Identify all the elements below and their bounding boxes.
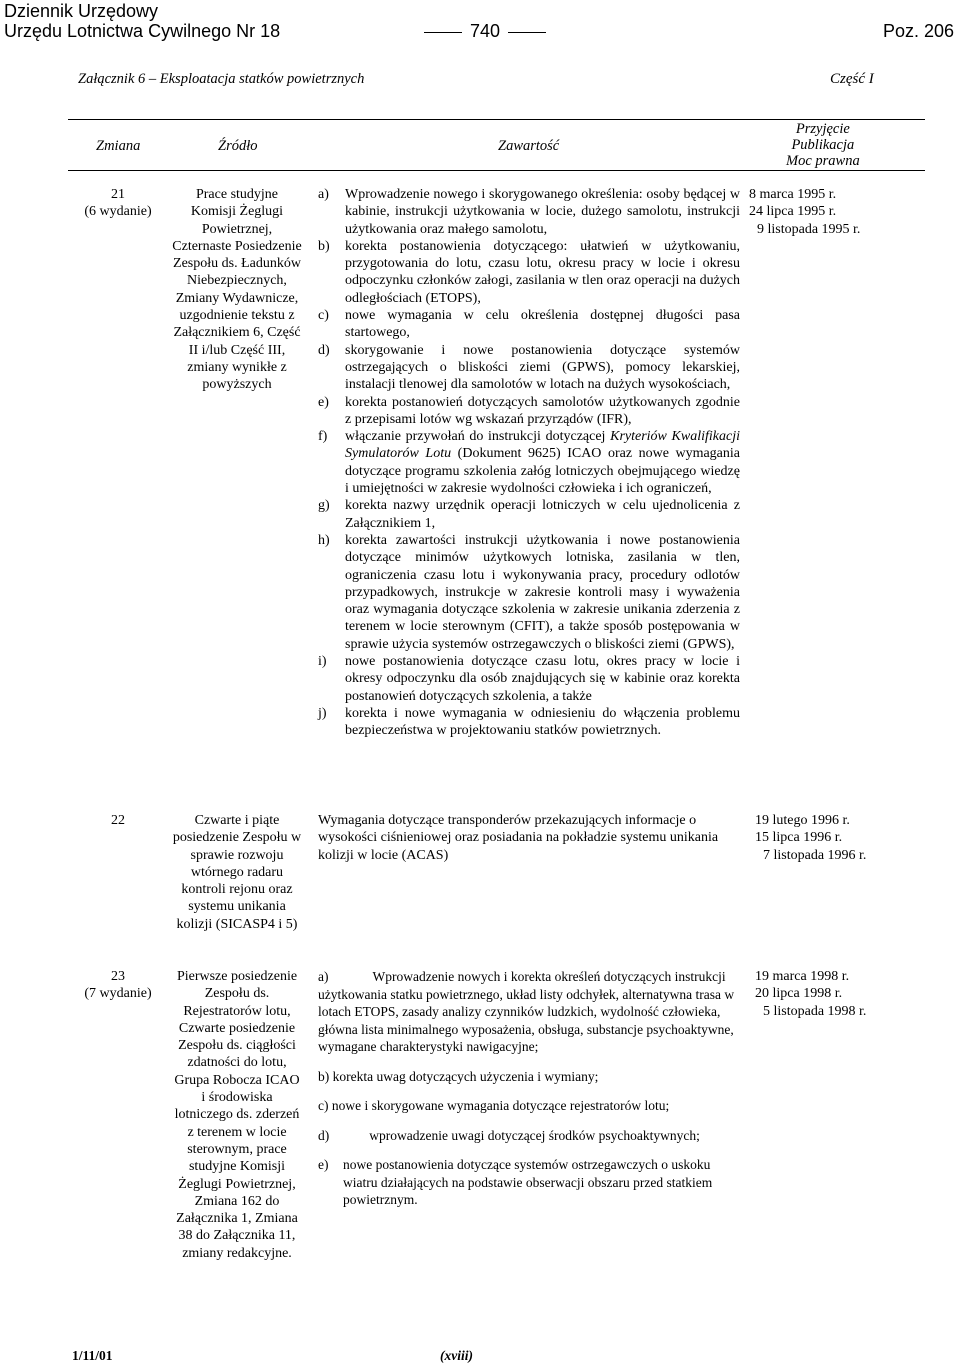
date-effective: 9 listopada 1995 r. [757,221,861,237]
list-item [318,705,740,740]
item-label: e) [318,394,329,410]
list-item [318,428,740,497]
item-text: korekta nazwy urzędnik operacji lotniczych w celu ujednolicenia z Załącznikiem 1, [345,498,740,531]
date-publication: 15 lipca 1996 r. [755,830,843,846]
table-row-21-source: Prace studyjne Komisji Żeglugi Powietrznej, Czternaste Posiedzenie Zespołu ds. Ładunków Niebezpiecznych, Zmiany Wydawnicze, uzgodnienie tekstu z Załącznikiem 6, Część II i/lub Część III, zmiany wynikłe z powyższych [172,187,302,393]
list-item [318,497,740,532]
edition-label: (6 wydanie) [84,204,152,220]
table-row-23-content [318,968,748,1221]
journal-title-line2: Urzędu Lotnictwa Cywilnego Nr 18 [4,21,281,41]
item-text: skorygowanie i nowe postanowienia dotyczące systemów ostrzegających o bliskości ziemi (GPWS), pomocy lekarskiej, instalacji tlenowej dla samolotów w lotach na dużych wysokościach, [345,342,740,393]
item-label: j) [318,705,327,721]
edition-label: (7 wydanie) [84,986,152,1002]
page-number-value: 740 [469,21,501,41]
amendment-number: 23 [111,969,125,984]
list-item [318,238,740,307]
col-dates [786,121,860,169]
item-text: nowe wymagania w celu określenia dostępnej długości pasa startowego, [345,308,740,341]
paragraph [318,1127,748,1145]
item-label: e) [318,1157,329,1172]
dash-left [424,32,462,33]
table-row-23-number [70,968,166,1003]
item-label: a) [318,969,329,984]
item-text-after: (Dokument 9625) ICAO oraz nowe wymagania dotyczące programu szkolenia załóg lotniczych obejmującego wiedzę i umiejętności w zakresie wydolności człowieka i ich ograniczeń, [345,446,740,497]
position-label: Poz. 206 [882,21,954,41]
table-row-22-source: Czwarte i piąte posiedzenie Zespołu w sprawie rozwoju wtórnego radaru kontroli rejonu oraz systemu unikania kolizji (SICASP4 i 5) [172,813,302,932]
table-row-21-dates [749,186,889,238]
item-label: d) [318,342,330,358]
list-item [318,342,740,394]
col-dates-publication: Publikacja [791,137,855,153]
date-adoption: 19 marca 1998 r. [755,969,850,984]
page-number [400,21,570,41]
item-text: korekta i nowe wymagania w odniesieniu do włączenia problemu bezpieczeństwa w projektowaniu statków powietrznych. [345,705,740,739]
list-item [318,394,740,429]
date-effective: 7 listopada 1996 r. [763,847,867,863]
item-label: i) [318,654,327,670]
date-publication: 20 lipca 1998 r. [755,986,843,1002]
item-label: h) [318,532,330,548]
item-label: f) [318,429,328,445]
annex-title: Załącznik 6 – Eksploatacja statków powietrznych [78,71,365,87]
item-text: korekta uwag dotyczących użyczenia i wymiany; [332,1068,599,1084]
item-text-before: włączanie przywołań do instrukcji dotyczącej [345,429,611,445]
footer-doc-ref: 1/11/01 [72,1348,113,1363]
paragraph [318,1097,748,1115]
item-text: korekta postanowień dotyczących samolotów użytkowanych zgodnie z przepisami lotów wg wskazań przyrządów (IFR), [345,394,740,427]
col-content: Zawartość [498,138,560,154]
item-label: g) [318,498,330,514]
date-adoption: 19 lutego 1996 r. [755,813,850,828]
item-text: korekta zawartości instrukcji użytkowania i nowe postanowienia dotyczące minimów użytkowych lotniska, zasilania w tlen, ograniczenia czasu lotu i wykonywania pracy, procedury odlotów przypadkowych, instrukcje w zakresie kontroli masy i wyważenia oraz wymagania dotyczące szkolenia w zakresie unikania zderzenia z terenem w locie sterownym (CFIT), a także sposób postępowania w sprawie użycia systemów ostrzegawczych o bliskości ziemi (GPWS), [345,532,740,652]
table-header-rule [68,170,925,171]
table-row-21-content [318,186,740,740]
item-text: nowe i skorygowane wymagania dotyczące rejestratorów lotu; [331,1098,670,1113]
item-label: c) [318,308,329,324]
list-item [318,307,740,342]
amendment-number: 22 [111,813,125,828]
date-effective: 5 listopada 1998 r. [763,1003,867,1019]
table-row-22-number [70,812,166,829]
item-label: a) [318,187,329,202]
list-item [318,653,740,705]
part-label: Część I [830,71,874,87]
item-text: wprowadzenie uwagi dotyczącej środków psychoaktywnych; [369,1127,700,1143]
date-publication: 24 lipca 1995 r. [749,204,837,220]
table-row-22-content: Wymagania dotyczące transponderów przekazujących informacje o wysokości ciśnieniowej oraz posiadania na pokładzie systemu unikania kolizji w locie (ACAS) [318,813,719,863]
list-item [318,186,740,238]
item-label: c) [318,1098,329,1113]
item-text: Wprowadzenie nowych i korekta określeń dotyczących instrukcji użytkowania statku powietrznego, układ listy odchyłek, alternatywna trasa w lotach ETOPS, zasady analizy czynników ludzkich, wydolność człowieka, główna lista minimalnego wyposażenia, obsługa, substancje psychoaktywne, wymagane charakterystyki nawigacyjne; [318,969,735,1054]
table-row-22-dates [755,812,895,864]
item-text: korekta postanowienia dotyczącego: ułatwień w użytkowaniu, przygotowania do lotu, czasu lotu, okresu pracy w locie i okresu odpoczynku członków załogi, zasilania w tlen oraz operacji na dużych odległościach (ETOPS), [345,238,740,306]
table-row-23-dates [755,968,895,1020]
item-text: nowe postanowienia dotyczące systemów ostrzegawczych o uskoku wiatru działających na podstawie obserwacji obszaru przed statkiem powietrznym. [343,1157,713,1207]
item-text-italic: Kryteriów Kwalifikacji Symulatorów Lotu [345,429,740,462]
paragraph [318,1068,748,1086]
dash-right [508,32,546,33]
table-row-21-number [70,186,166,221]
date-adoption: 8 marca 1995 r. [749,187,837,202]
journal-title [4,1,280,41]
item-label: b) [318,238,330,254]
item-text: Wprowadzenie nowego i skorygowanego określenia: osoby będącej w kabinie, instrukcji użytkowania w locie, dużego samolotu, instrukcji użytkowania oraz małego samolotu, [345,187,740,237]
col-dates-adoption: Przyjęcie [795,121,850,137]
item-text: nowe postanowienia dotyczące czasu lotu, okres pracy w locie i okresy odpoczynku dla osób znajdujących się w kabinie oraz korekta postanowień dotyczących szkolenia, a także [345,654,740,704]
col-amendment: Zmiana [96,138,141,154]
footer-page-roman: (xviii) [440,1348,473,1363]
col-dates-effective: Moc prawna [786,153,860,169]
item-label: d) [318,1127,330,1143]
table-row-23-source: Pierwsze posiedzenie Zespołu ds. Rejestratorów lotu, Czwarte posiedzenie Zespołu ds. ciągłości zdatności do lotu, Grupa Robocza ICAO i środowiska lotniczego ds. zderzeń z terenem w locie sterownym, prace studyjne Komisji Żeglugi Powietrznej, Zmiana 162 do Załącznika 1, Zmiana 38 do Załącznika 11, zmiany redakcyjne. [174,969,300,1261]
paragraph [318,968,748,1056]
paragraph [318,1156,738,1209]
journal-title-line1: Dziennik Urzędowy [4,1,159,21]
table-top-rule [68,119,925,120]
col-source: Źródło [218,138,258,154]
amendment-number: 21 [111,187,125,202]
list-item [318,532,740,653]
item-label: b) [318,1068,330,1084]
